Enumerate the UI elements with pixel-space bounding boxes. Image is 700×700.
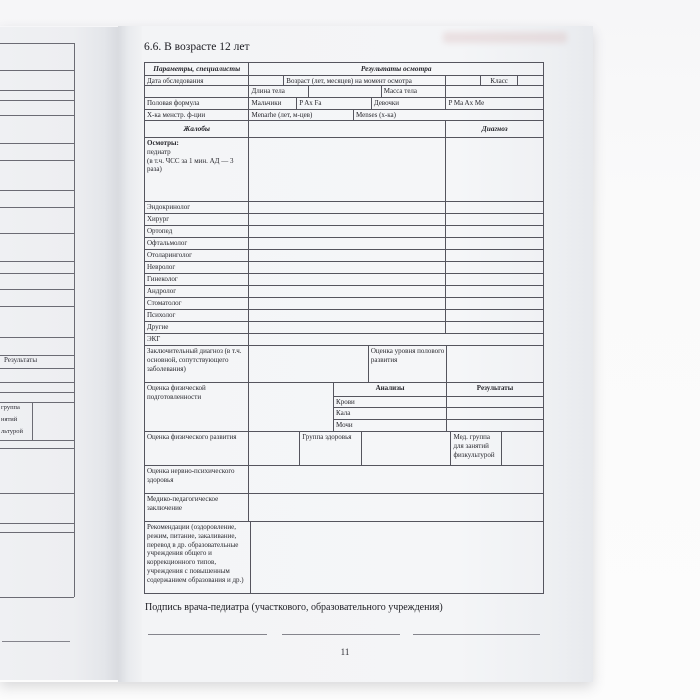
date-value-cell [248,76,283,85]
left-page-rule-line [0,597,74,598]
sex-formula-label: Половая формула [147,99,200,107]
specialist-label: Невролог [147,263,176,271]
specialist-row [145,201,543,213]
girls-label: Девочки [371,98,446,109]
specialist-row [145,249,543,261]
menstr-label: Х-ка менстр. ф-ции [147,111,206,119]
specialist-label: Эндокринолог [147,203,191,211]
signature-line [148,634,267,635]
left-page-rule-line [0,448,74,449]
results-header: Результаты [446,383,543,396]
page-number: 11 [340,647,350,657]
specialist-diagnosis-cell [445,262,543,273]
left-page-rule-line [0,70,74,71]
left-page-rule-line [0,90,74,91]
specialist-diagnosis-cell [445,310,543,321]
specialist-label: Другие [147,323,169,331]
specialist-diagnosis-cell [445,250,543,261]
left-page-rule-line [0,306,74,307]
left-page-cell-divider [32,402,33,440]
final-diagnosis-label: Заключительный диагноз (в т.ч. основной, сопутствующего заболевания) [147,347,242,373]
complaints-row [145,120,543,137]
test-row [334,419,543,431]
pediatrician-label-cell [145,138,248,201]
specialist-label: Офтальмолог [147,239,188,247]
left-page-rule-line [0,207,74,208]
medped-label: Медико-педагогическое заключение [147,495,219,512]
tests-header: Анализы [375,384,405,392]
tests-header-row [334,383,543,396]
specialist-row [145,297,543,309]
table-header-row [145,63,543,75]
test-stool-label: Кала [336,409,351,418]
physical-dev-label: Оценка физического развития [147,433,237,441]
specialist-label: Отоларинголог [147,251,192,259]
left-page-rule-line [0,337,74,338]
specialist-label: Стоматолог [147,299,182,307]
body-mass-value-cell [445,86,543,97]
specialist-label: ЭКГ [147,335,161,343]
specialist-notes-cell [248,286,445,297]
specialist-notes-cell [248,250,445,261]
specialist-diagnosis-cell [445,286,543,297]
test-stool-result-cell [446,408,543,419]
left-page-rule-line [0,273,74,274]
specialist-notes-cell [248,214,445,225]
left-page-rule-line [0,289,74,290]
exams-title: Осмотры: [147,139,179,147]
results-header-cell: Результаты осмотра [248,63,543,75]
body-length-value-cell [308,86,381,97]
specialist-notes-cell [248,238,445,249]
left-page-rule-line [0,233,74,234]
date-label: Дата обследования [147,77,204,85]
left-page-rule-line [0,115,74,116]
left-page-table-edge [74,43,75,597]
complaints-header: Жалобы [183,124,210,133]
specialist-row [145,333,543,345]
age-label: Возраст (лет, месяцев) на момент осмотра [283,76,445,85]
test-blood-result-cell [446,397,543,408]
body-measures-row [145,85,543,97]
neuro-health-row [145,465,543,493]
complaints-value-cell [248,121,445,137]
specialist-row [145,237,543,249]
recommendations-row [145,521,543,593]
specialist-row [145,273,543,285]
left-page [0,27,118,680]
med-group-value-cell [501,432,543,465]
med-group-label: Мед. группа для занятий физкультурой [450,432,501,465]
pediatrician-notes-cell [248,138,445,201]
medped-value-cell [248,494,543,521]
puberty-value-cell [446,346,543,382]
specialist-row [145,285,543,297]
print-through-smudge [443,32,567,43]
specialist-diagnosis-cell [445,274,543,285]
neuro-label: Оценка нервно-психического здоровья [147,467,235,484]
params-header-cell: Параметры, специалисты [153,64,241,73]
fitness-label: Оценка физической подготовленности [147,384,206,401]
left-page-rule-line [0,402,74,403]
specialist-notes-cell [248,202,445,213]
specialist-diagnosis-cell [445,322,543,333]
left-page-rule-line [0,190,74,191]
specialist-diagnosis-cell [445,226,543,237]
exams-line-2: (в т.ч. ЧСС за 1 мин. АД — 3 раза) [147,156,234,174]
specialist-diagnosis-cell [445,214,543,225]
health-group-value-cell [361,432,451,465]
section-title: 6.6. В возрасте 12 лет [144,41,250,53]
left-page-rule-line [0,143,74,144]
fitness-value-cell [248,383,333,431]
specialist-row [145,225,543,237]
left-page-rule-line [0,523,74,524]
tests-subtable [333,383,543,431]
left-page-rule-line [0,43,74,44]
specialist-row [145,309,543,321]
empty-cell [145,86,248,97]
left-page-text-fragment: группа [1,404,20,411]
boys-formula-label: P Ax Fa [296,98,371,109]
health-group-label: Группа здоровья [299,432,361,465]
test-row [334,407,543,419]
signature-line [282,634,400,635]
body-mass-label: Масса тела [381,86,446,97]
signature-caption: Подпись врача-педиатра (участкового, образовательного учреждения) [145,602,443,613]
test-urine-label: Мочи [336,421,353,430]
left-page-rule-line [0,261,74,262]
specialist-notes-cell [248,334,543,345]
left-page-rule-line [0,532,74,533]
specialist-label: Андролог [147,287,177,295]
left-page-rule-line [0,440,74,441]
test-blood-label: Крови [336,397,355,406]
physical-dev-value-cell [248,432,299,465]
test-urine-result-cell [446,420,543,431]
left-page-results-fragment: Результаты [4,356,38,364]
test-row [334,396,543,408]
pediatrician-row [145,137,543,201]
left-page-rule-line [0,392,74,393]
left-page-rule-line [0,382,74,383]
specialist-row [145,261,543,273]
diagnosis-header: Диагноз [445,121,543,137]
specialist-label: Психолог [147,311,176,319]
specialist-notes-cell [248,322,445,333]
neuro-value-cell [248,466,543,493]
recommendations-label: Рекомендации (оздоровление, режим, питание, закаливание, перевод в др. образовательные учреждения общего и коррекционного типов, учреждения с повышенным содержанием образования и др.) [147,523,244,584]
fitness-row [145,382,543,431]
menstruation-row [145,109,543,120]
exams-line-1: педиатр [147,147,171,156]
age-value-cell [445,76,480,85]
class-label: Класс [480,76,517,85]
puberty-label: Оценка уровня полового развития [368,346,447,382]
class-value-cell [517,76,543,85]
specialist-notes-cell [248,310,445,321]
left-page-text-fragment: нятий [1,416,18,423]
specialist-diagnosis-cell [445,298,543,309]
signature-line [413,634,540,635]
body-length-label: Длина тела [248,86,308,97]
specialist-row [145,321,543,333]
date-row [145,75,543,85]
menarhe-label: Menarhe (лет, м-цев) [248,110,352,120]
left-page-signature-line [2,641,70,642]
girls-formula-label: P Ma Ax Me [445,98,543,109]
left-page-rule-line [0,160,74,161]
boys-label: Мальчики [248,98,296,109]
specialist-notes-cell [248,298,445,309]
left-page-text-fragment: льтурой [1,428,23,435]
sex-formula-row [145,97,543,109]
specialist-notes-cell [248,274,445,285]
specialist-notes-cell [248,262,445,273]
physical-development-row [145,431,543,465]
left-page-rule-line [0,493,74,494]
form-table [144,62,544,594]
medped-row [145,493,543,521]
book-spine-gutter [118,26,142,682]
specialist-label: Хирург [147,215,170,223]
specialist-notes-cell [248,226,445,237]
final-diagnosis-value-cell [248,346,367,382]
left-page-rule-line [0,368,74,369]
left-page-rule-line [0,100,74,101]
specialist-diagnosis-cell [445,202,543,213]
specialist-label: Ортопед [147,227,173,235]
final-diagnosis-row [145,345,543,382]
menses-label: Menses (х-ка) [353,110,543,120]
specialist-row [145,213,543,225]
pediatrician-diagnosis-cell [445,138,543,201]
specialist-label: Гинеколог [147,275,178,283]
recommendations-value-cell [250,522,543,593]
specialist-diagnosis-cell [445,238,543,249]
